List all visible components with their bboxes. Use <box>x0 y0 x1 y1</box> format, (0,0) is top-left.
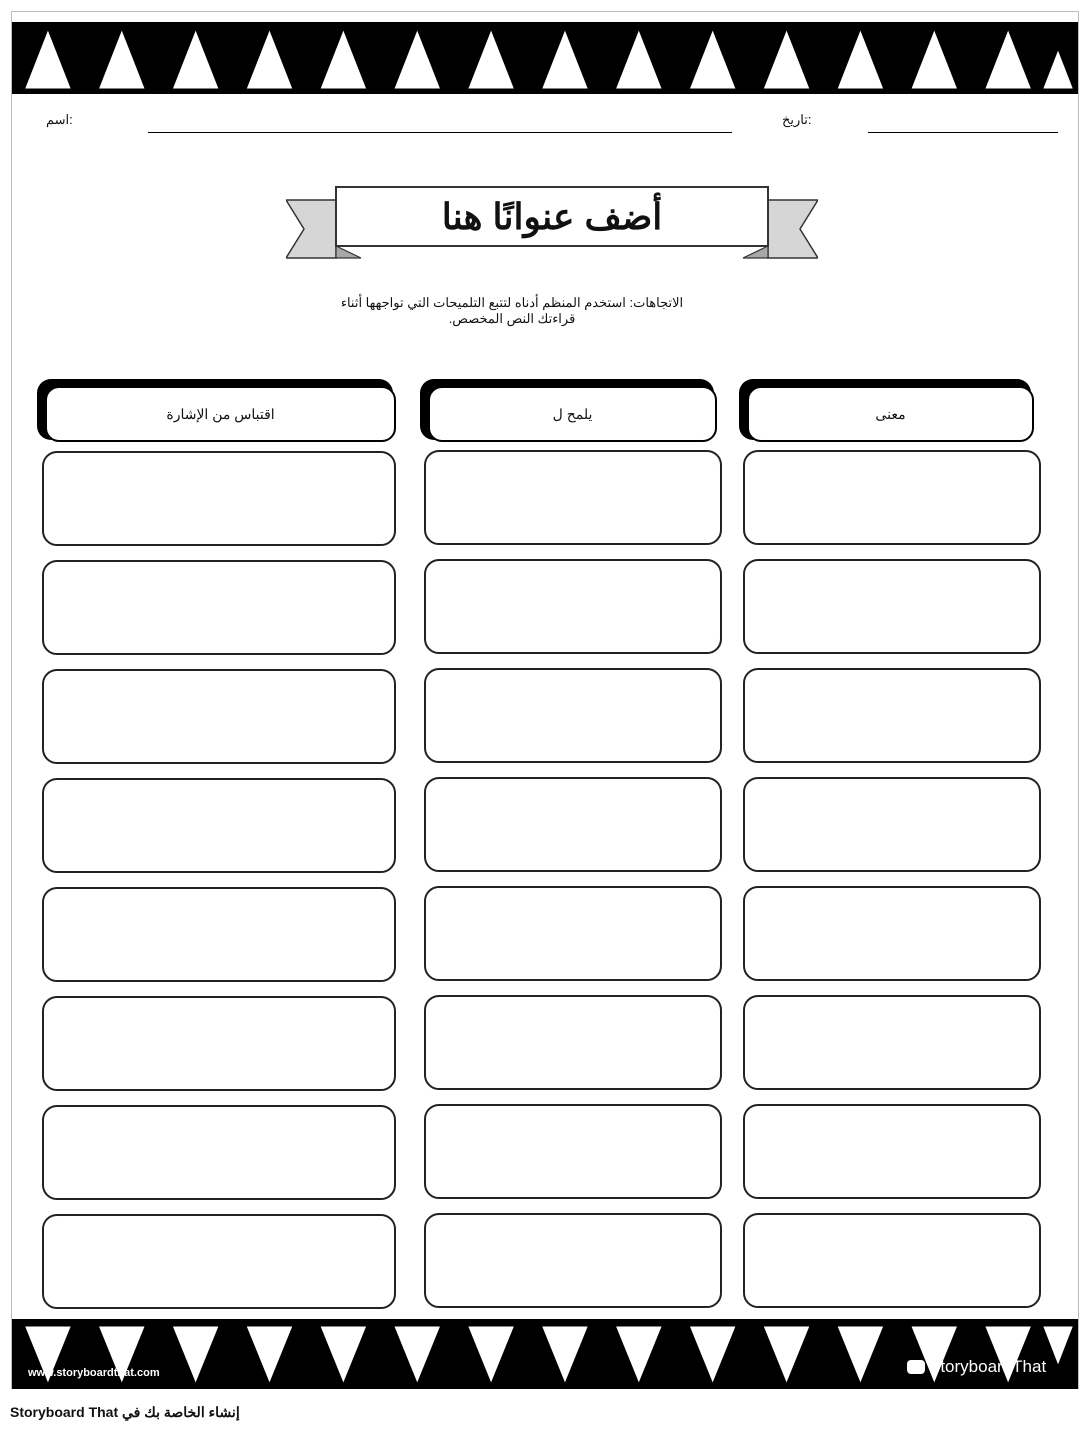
meaning-cell[interactable] <box>743 886 1041 981</box>
name-label: اسم: <box>46 112 73 127</box>
bottom-triangle-border <box>12 1319 1078 1389</box>
directions-text: الاتجاهات: استخدم المنظم أدناه لتتبع التلميحات التي تواجهها أثناء قراءتك النص المخصص. <box>340 295 684 326</box>
allusion-cell[interactable] <box>424 995 722 1090</box>
meaning-cell[interactable] <box>743 777 1041 872</box>
storyboardthat-url[interactable]: www.storyboardthat.com <box>28 1367 160 1379</box>
column-header-quote-label: اقتباس من الإشارة <box>45 386 396 442</box>
quote-cell[interactable] <box>42 887 396 982</box>
speech-bubble-icon <box>907 1360 925 1374</box>
logo-text: StoryboardThat <box>929 1357 1047 1376</box>
allusion-cell[interactable] <box>424 1104 722 1199</box>
meaning-cell[interactable] <box>743 1213 1041 1308</box>
quote-cell[interactable] <box>42 1214 396 1309</box>
column-header-allusion-label: يلمح ل <box>428 386 717 442</box>
meaning-cell[interactable] <box>743 450 1041 545</box>
quote-cell[interactable] <box>42 1105 396 1200</box>
quote-cell[interactable] <box>42 560 396 655</box>
column-header-meaning <box>744 382 1034 442</box>
column-header-quote <box>42 382 396 442</box>
quote-cell[interactable] <box>42 996 396 1091</box>
quote-cell[interactable] <box>42 778 396 873</box>
meaning-cell[interactable] <box>743 559 1041 654</box>
allusion-cell[interactable] <box>424 1213 722 1308</box>
quote-cell[interactable] <box>42 669 396 764</box>
date-input-line[interactable] <box>868 132 1058 133</box>
date-label: تاريخ: <box>782 112 812 127</box>
allusion-cell[interactable] <box>424 668 722 763</box>
meaning-cell[interactable] <box>743 995 1041 1090</box>
column-header-allusion <box>425 382 717 442</box>
quote-cell[interactable] <box>42 451 396 546</box>
name-input-line[interactable] <box>148 132 732 133</box>
allusion-cell[interactable] <box>424 450 722 545</box>
create-your-own-credit[interactable]: إنشاء الخاصة بك في Storyboard That <box>10 1404 240 1420</box>
worksheet-title[interactable]: أضف عنوانًا هنا <box>441 196 663 237</box>
allusion-cell[interactable] <box>424 559 722 654</box>
triangle-pattern-top <box>12 22 1078 94</box>
triangle-pattern-bottom <box>12 1319 1078 1389</box>
allusion-cell[interactable] <box>424 886 722 981</box>
top-triangle-border <box>12 22 1078 94</box>
column-header-meaning-label: معنى <box>747 386 1034 442</box>
storyboardthat-logo <box>907 1357 1046 1377</box>
meaning-cell[interactable] <box>743 668 1041 763</box>
worksheet-page <box>11 11 1079 1389</box>
allusion-cell[interactable] <box>424 777 722 872</box>
title-banner <box>286 186 818 264</box>
meaning-cell[interactable] <box>743 1104 1041 1199</box>
